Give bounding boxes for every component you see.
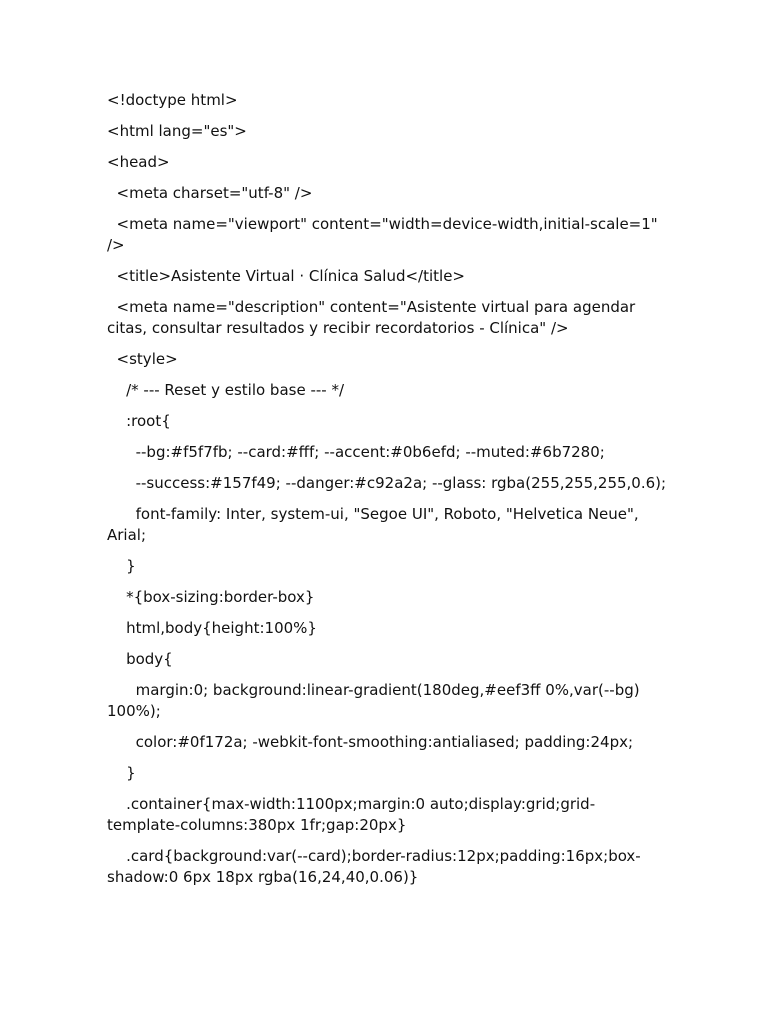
code-line: <head> — [107, 153, 170, 171]
code-line: html,body{height:100%} — [107, 619, 317, 637]
code-line: } — [107, 764, 136, 782]
code-line: <meta name="viewport" content="width=device-width,initial-scale=1" /> — [107, 215, 663, 254]
code-line: } — [107, 557, 136, 575]
code-line: <!doctype html> — [107, 91, 238, 109]
code-line: body{ — [107, 650, 173, 668]
code-line: .container{max-width:1100px;margin:0 auto;display:grid;grid-template-columns:380px 1fr;gap:20px} — [107, 795, 596, 834]
code-line: --bg:#f5f7fb; --card:#fff; --accent:#0b6efd; --muted:#6b7280; — [107, 443, 605, 461]
code-line: <style> — [107, 350, 178, 368]
code-line: color:#0f172a; -webkit-font-smoothing:antialiased; padding:24px; — [107, 733, 634, 751]
code-line: <meta charset="utf-8" /> — [107, 184, 313, 202]
code-line: <meta name="description" content="Asistente virtual para agendar citas, consultar resultados y recibir recordatorios - Clínica" /> — [107, 298, 640, 337]
code-line: *{box-sizing:border-box} — [107, 588, 315, 606]
code-line: :root{ — [107, 412, 171, 430]
code-line: margin:0; background:linear-gradient(180deg,#eef3ff 0%,var(--bg) 100%); — [107, 681, 645, 720]
code-line: font-family: Inter, system-ui, "Segoe UI", Roboto, "Helvetica Neue", Arial; — [107, 505, 644, 544]
code-line: <html lang="es"> — [107, 122, 247, 140]
code-line: .card{background:var(--card);border-radius:12px;padding:16px;box-shadow:0 6px 18px rgba(16,24,40,0.06)} — [107, 847, 641, 886]
document-page — [107, 90, 667, 898]
code-line: /* --- Reset y estilo base --- */ — [107, 381, 345, 399]
code-line: --success:#157f49; --danger:#c92a2a; --glass: rgba(255,255,255,0.6); — [107, 474, 667, 492]
code-line: <title>Asistente Virtual · Clínica Salud</title> — [107, 267, 465, 285]
